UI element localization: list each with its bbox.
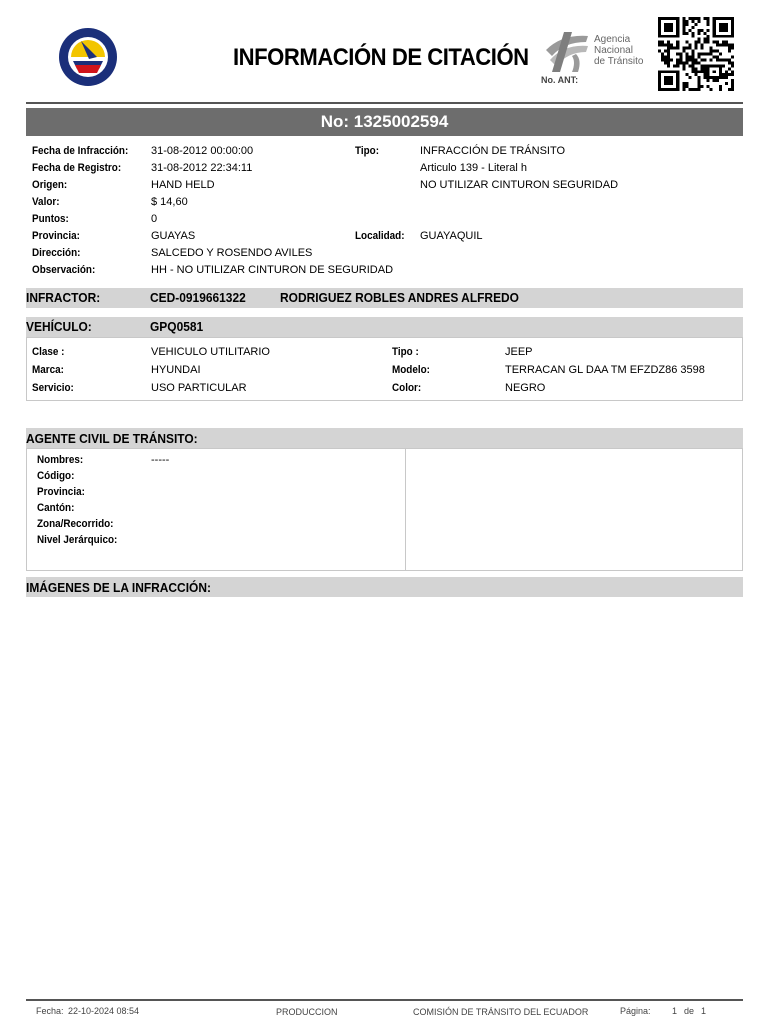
footer-page-current: 1 [672, 1006, 678, 1016]
vehiculo-field-value: JEEP [505, 346, 533, 358]
infractor-id: CED-0919661322 [150, 290, 246, 305]
vehiculo-field-value: VEHICULO UTILITARIO [151, 346, 270, 358]
citation-field-value: SALCEDO Y ROSENDO AVILES [151, 247, 313, 259]
citation-field-value: 31-08-2012 00:00:00 [151, 145, 254, 157]
vehiculo-field-label: Marca: [32, 364, 64, 376]
header-rule [26, 102, 743, 104]
vehiculo-plate: GPQ0581 [150, 319, 204, 334]
infractor-name: RODRIGUEZ ROBLES ANDRES ALFREDO [280, 290, 519, 305]
page-title: INFORMACIÓN DE CITACIÓN [233, 44, 529, 71]
citation-field-label: Puntos: [32, 213, 69, 225]
vehiculo-field-label: Servicio: [32, 382, 74, 394]
agente-field-label: Zona/Recorrido: [37, 518, 114, 530]
vehiculo-field-value: TERRACAN GL DAA TM EFZDZ86 3598 [505, 364, 705, 376]
ant-name-line-1: Agencia [594, 34, 631, 45]
footer-page-of: de [684, 1006, 695, 1016]
citation-field-label: Dirección: [32, 247, 81, 259]
footer-organization: COMISIÓN DE TRÁNSITO DEL ECUADOR [413, 1007, 589, 1017]
citation-field-label: Observación: [32, 264, 96, 276]
qr-code [658, 17, 734, 91]
citation-field-label: Origen: [32, 179, 68, 191]
agente-label: AGENTE CIVIL DE TRÁNSITO: [26, 431, 198, 446]
vehiculo-field-label: Color: [392, 382, 422, 394]
citation-field-value: HH - NO UTILIZAR CINTURON DE SEGURIDAD [151, 264, 394, 276]
footer-page-label: Página: [620, 1006, 651, 1016]
footer-rule [26, 999, 743, 1001]
citation-field-value: $ 14,60 [151, 196, 188, 208]
tipo-line-3: NO UTILIZAR CINTURON SEGURIDAD [420, 179, 619, 191]
localidad-value: GUAYAQUIL [420, 230, 483, 242]
footer-environment: PRODUCCION [276, 1007, 338, 1017]
imagenes-area [26, 597, 743, 997]
ant-number-label: No. ANT: [541, 75, 579, 85]
vehiculo-field-value: NEGRO [505, 382, 546, 394]
citation-field-value: 31-08-2012 22:34:11 [151, 162, 253, 174]
agente-field-value: ----- [151, 454, 170, 466]
agente-box-left [26, 448, 406, 571]
footer-date-label: Fecha: [36, 1006, 64, 1016]
agente-field-label: Nombres: [37, 454, 84, 466]
citation-field-value: GUAYAS [151, 230, 196, 242]
ant-logo-icon [542, 30, 592, 74]
vehiculo-bar [26, 317, 743, 337]
agente-box-right [405, 448, 743, 571]
agente-field-label: Nivel Jerárquico: [37, 534, 118, 546]
footer-date-value: 22-10-2024 08:54 [68, 1006, 140, 1016]
citation-field-label: Fecha de Infracción: [32, 145, 129, 157]
citation-field-label: Valor: [32, 196, 60, 208]
footer-page-total: 1 [701, 1006, 707, 1016]
vehiculo-field-value: USO PARTICULAR [151, 382, 247, 394]
vehiculo-field-label: Modelo: [392, 364, 430, 376]
infractor-label: INFRACTOR: [26, 290, 101, 305]
tipo-line-1: INFRACCIÓN DE TRÁNSITO [420, 145, 566, 157]
ant-name [594, 34, 643, 67]
citation-field-label: Provincia: [32, 230, 80, 242]
vehiculo-field-label: Tipo : [392, 346, 419, 358]
vehiculo-label: VEHÍCULO: [26, 319, 92, 334]
cte-logo [55, 27, 121, 87]
agente-field-label: Código: [37, 470, 75, 482]
ant-name-line-3: de Tránsito [594, 56, 644, 67]
tipo-line-2: Articulo 139 - Literal h [420, 162, 527, 174]
vehiculo-field-value: HYUNDAI [151, 364, 201, 376]
imagenes-label: IMÁGENES DE LA INFRACCIÓN: [26, 580, 211, 595]
vehiculo-field-label: Clase : [32, 346, 65, 358]
localidad-label: Localidad: [355, 230, 405, 242]
ant-name-line-2: Nacional [594, 45, 633, 56]
citation-field-label: Fecha de Registro: [32, 162, 122, 174]
citation-field-value: HAND HELD [151, 179, 215, 191]
citation-field-value: 0 [151, 213, 158, 225]
citation-number: No: 1325002594 [320, 112, 449, 131]
tipo-label: Tipo: [355, 145, 380, 157]
agente-field-label: Provincia: [37, 486, 85, 498]
agente-field-label: Cantón: [37, 502, 75, 514]
